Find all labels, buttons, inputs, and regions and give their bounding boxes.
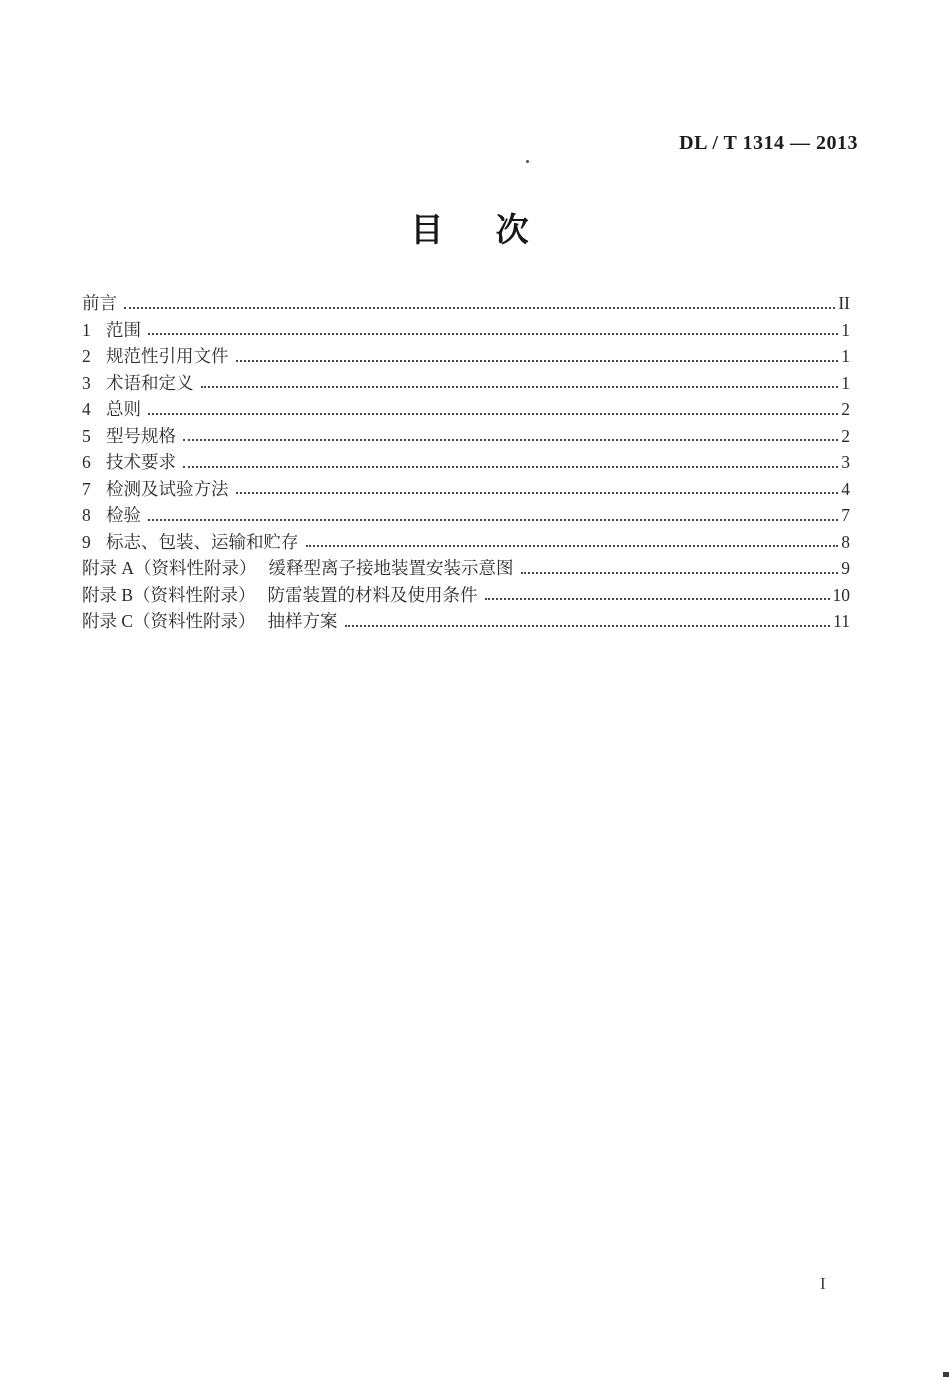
toc-entry-page: 9 (841, 558, 850, 579)
toc-entry-label: 技术要求 (106, 452, 176, 473)
toc-entry-page: 1 (841, 372, 850, 393)
toc-entry (82, 340, 850, 367)
dot-leader (521, 572, 839, 574)
footer-page-number: I (820, 1274, 826, 1293)
page-title: 目 次 (410, 213, 530, 249)
toc-entry-label: 范围 (106, 319, 141, 340)
dot-leader (306, 545, 839, 547)
toc-entry-page: 8 (841, 531, 850, 552)
toc-entry (82, 367, 850, 394)
toc-entry-number: 2 (82, 346, 91, 367)
toc-entry-label: 术语和定义 (106, 372, 194, 393)
standard-code-header: DL / T 1314 — 2013 (679, 132, 858, 154)
toc-entry (82, 552, 850, 579)
toc-entry-page: 1 (841, 346, 850, 367)
toc-entry-label: 总则 (106, 399, 141, 420)
toc-entry-label: 抽样方案 (267, 611, 338, 632)
toc-entry-page: 2 (841, 425, 850, 446)
toc-entry (82, 393, 850, 420)
toc-entry-page: II (838, 293, 850, 314)
toc-entry-number: 6 (82, 452, 91, 473)
toc-entry-label: 检测及试验方法 (106, 478, 229, 499)
toc-entry-number: 附录 A（资料性附录） (82, 558, 257, 579)
dot-leader (148, 333, 838, 335)
toc-entry-number: 9 (82, 531, 91, 552)
toc-entry-label: 检验 (106, 505, 141, 526)
toc-entry-number: 4 (82, 399, 91, 420)
toc-entry (82, 526, 850, 553)
toc-entry-page: 10 (832, 584, 850, 605)
toc-entry-page: 7 (841, 505, 850, 526)
toc-entry-label: 缓释型离子接地装置安装示意图 (268, 558, 514, 579)
toc-entry-page: 1 (841, 319, 850, 340)
dot-leader (183, 439, 838, 441)
dot-leader (148, 519, 838, 521)
dot-leader (345, 625, 831, 627)
toc-entry-page: 11 (833, 611, 850, 632)
toc-entry-number: 5 (82, 425, 91, 446)
toc-entry-number: 3 (82, 372, 91, 393)
toc-entry-label: 型号规格 (106, 425, 176, 446)
toc-entry (82, 499, 850, 526)
dot-leader (148, 413, 838, 415)
toc-entry (82, 314, 850, 341)
toc-entry (82, 287, 850, 314)
dot-leader (124, 307, 835, 309)
toc-entry (82, 605, 850, 632)
dot-leader (201, 386, 839, 388)
toc-entry (82, 579, 850, 606)
dot-leader (183, 466, 838, 468)
scan-speck-corner (943, 1372, 949, 1377)
toc-entry-number: 8 (82, 505, 91, 526)
toc-entry-page: 2 (841, 399, 850, 420)
toc-entry-number: 1 (82, 319, 91, 340)
toc-entry (82, 473, 850, 500)
toc-entry-page: 3 (841, 452, 850, 473)
toc-entry-number: 附录 C（资料性附录） (82, 611, 256, 632)
toc-entry-number: 附录 B（资料性附录） (82, 584, 256, 605)
dot-leader (485, 598, 830, 600)
toc-entry (82, 420, 850, 447)
toc-entry-label: 规范性引用文件 (106, 346, 229, 367)
toc-list (82, 287, 850, 632)
toc-entry-label: 前言 (82, 293, 117, 314)
toc-entry (82, 446, 850, 473)
toc-entry-label: 标志、包装、运输和贮存 (106, 531, 299, 552)
scan-speck (526, 160, 529, 163)
toc-entry-page: 4 (841, 478, 850, 499)
toc-entry-number: 7 (82, 478, 91, 499)
dot-leader (236, 360, 839, 362)
dot-leader (236, 492, 839, 494)
toc-entry-label: 防雷装置的材料及使用条件 (267, 584, 478, 605)
